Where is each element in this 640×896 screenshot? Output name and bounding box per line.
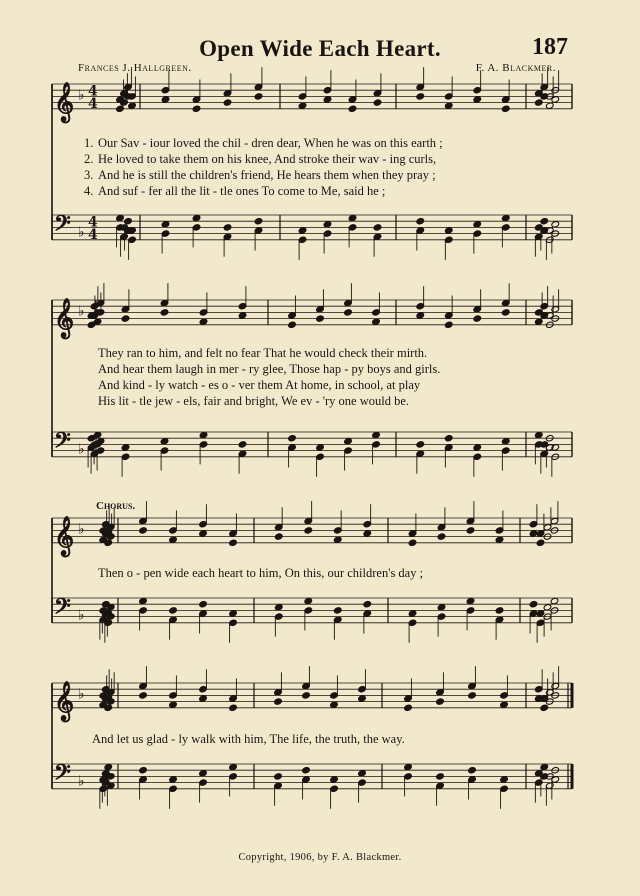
- note-head: [408, 539, 417, 546]
- note-head: [104, 763, 113, 770]
- note-head: [416, 218, 425, 225]
- verse-text: Our Sav - iour loved the chil - dren dear, When he was on this earth ;: [98, 136, 443, 150]
- note-head: [199, 695, 208, 702]
- note-head: [501, 105, 510, 112]
- note-head: [121, 315, 130, 322]
- flat-icon: ♭: [78, 87, 85, 104]
- note-head: [223, 99, 232, 106]
- verse-number: 2.: [84, 152, 94, 166]
- note-head: [473, 96, 482, 103]
- note-head: [534, 431, 543, 438]
- note-head: [139, 597, 148, 604]
- note-head: [344, 438, 353, 445]
- note-head: [274, 533, 283, 540]
- note-head: [160, 438, 169, 445]
- note-head: [169, 607, 178, 614]
- note-head: [363, 530, 372, 537]
- note-head: [536, 539, 545, 546]
- note-head: [436, 773, 445, 780]
- hymn-number: 187: [532, 34, 568, 60]
- note-head: [534, 318, 543, 325]
- copyright-notice: Copyright, 1906, by F. A. Blackmer.: [238, 852, 402, 863]
- note-head: [223, 224, 232, 231]
- note-head: [473, 315, 482, 322]
- note-head: [87, 435, 96, 442]
- note-head: [551, 221, 560, 228]
- note-head: [500, 701, 509, 708]
- note-head: [466, 597, 475, 604]
- treble-clef-icon: 𝄞: [54, 515, 75, 556]
- note-head: [495, 536, 504, 543]
- bass-clef-icon: 𝄢: [54, 211, 71, 242]
- note-head: [199, 530, 208, 537]
- note-head: [363, 601, 372, 608]
- note-head: [254, 93, 263, 100]
- note-head: [437, 533, 446, 540]
- note-head: [344, 309, 353, 316]
- note-head: [169, 536, 178, 543]
- note-head: [298, 102, 307, 109]
- note-head: [124, 218, 133, 225]
- note-head: [199, 431, 208, 438]
- note-head: [199, 601, 208, 608]
- note-head: [169, 701, 178, 708]
- bass-clef-icon: 𝄢: [54, 760, 71, 791]
- note-head: [404, 704, 413, 711]
- note-head: [229, 763, 238, 770]
- note-head: [373, 99, 382, 106]
- note-head: [373, 224, 382, 231]
- note-head: [408, 610, 417, 617]
- note-head: [116, 214, 125, 221]
- note-head: [501, 438, 510, 445]
- verse-text: His lit - tle jew - els, fair and bright, We ev - 'ry one would be.: [98, 394, 410, 408]
- note-head: [540, 218, 549, 225]
- note-head: [444, 227, 453, 234]
- note-head: [529, 601, 538, 608]
- bass-clef-icon: 𝄢: [54, 594, 71, 625]
- time-signature-top: 4: [88, 214, 98, 231]
- note-head: [169, 776, 178, 783]
- note-head: [550, 597, 559, 604]
- note-head: [116, 105, 125, 112]
- note-head: [304, 527, 313, 534]
- verse-text: And kind - ly watch - es o - ver them At home, in school, at play: [98, 378, 421, 392]
- note-head: [372, 431, 381, 438]
- note-head: [534, 99, 543, 106]
- note-head: [473, 221, 482, 228]
- note-head: [323, 221, 332, 228]
- note-head: [404, 763, 413, 770]
- note-head: [372, 318, 381, 325]
- note-head: [444, 435, 453, 442]
- note-head: [128, 102, 137, 109]
- note-head: [302, 692, 311, 699]
- note-head: [288, 435, 297, 442]
- verse-number: 1.: [84, 136, 94, 150]
- note-head: [416, 312, 425, 319]
- note-head: [333, 607, 342, 614]
- treble-clef-icon: 𝄞: [54, 297, 75, 338]
- time-signature-bottom: 4: [88, 226, 98, 243]
- note-head: [192, 105, 201, 112]
- note-head: [348, 105, 357, 112]
- note-head: [545, 102, 554, 109]
- note-head: [229, 610, 238, 617]
- note-head: [437, 604, 446, 611]
- note-head: [238, 441, 247, 448]
- note-head: [468, 692, 477, 699]
- note-head: [121, 444, 130, 451]
- verse-text: And suf - fer all the lit - tle ones To come to Me, said he ;: [98, 184, 386, 198]
- flat-icon: ♭: [78, 441, 85, 458]
- flat-icon: ♭: [78, 224, 85, 241]
- chorus-label: Chorus.: [96, 500, 136, 512]
- verse-text: He loved to take them on his knee, And stroke their wav - ing curls,: [98, 152, 437, 166]
- note-head: [316, 444, 325, 451]
- verse-number: 3.: [84, 168, 94, 182]
- note-head: [229, 539, 238, 546]
- note-head: [416, 93, 425, 100]
- flat-icon: ♭: [78, 607, 85, 624]
- note-head: [160, 309, 169, 316]
- note-head: [436, 698, 445, 705]
- verse-number: 4.: [84, 184, 94, 198]
- chorus-text: Then o - pen wide each heart to him, On this, our children's day ;: [98, 566, 424, 580]
- note-head: [199, 770, 208, 777]
- note-head: [444, 102, 453, 109]
- note-head: [495, 607, 504, 614]
- note-head: [316, 315, 325, 322]
- time-signature-bottom: 4: [88, 95, 98, 112]
- note-head: [161, 96, 170, 103]
- note-head: [274, 604, 283, 611]
- note-head: [254, 218, 263, 225]
- verse-text: They ran to him, and felt no fear That he would check their mirth.: [98, 346, 428, 360]
- note-head: [139, 692, 148, 699]
- note-head: [466, 527, 475, 534]
- note-head: [473, 444, 482, 451]
- note-head: [330, 776, 339, 783]
- note-head: [139, 767, 148, 774]
- time-signature-top: 4: [88, 83, 98, 100]
- note-head: [540, 704, 549, 711]
- note-head: [274, 773, 283, 780]
- note-head: [199, 318, 208, 325]
- note-head: [500, 776, 509, 783]
- note-head: [540, 763, 549, 770]
- note-head: [302, 767, 311, 774]
- note-head: [444, 321, 453, 328]
- flat-icon: ♭: [78, 303, 85, 320]
- note-head: [416, 441, 425, 448]
- note-head: [323, 96, 332, 103]
- flat-icon: ♭: [78, 521, 85, 538]
- flat-icon: ♭: [78, 686, 85, 703]
- note-head: [192, 214, 201, 221]
- note-head: [304, 597, 313, 604]
- note-head: [501, 309, 510, 316]
- note-head: [468, 767, 477, 774]
- note-head: [161, 221, 170, 228]
- note-head: [87, 321, 96, 328]
- hymn-title: Open Wide Each Heart.: [199, 36, 441, 61]
- note-head: [330, 701, 339, 708]
- note-head: [551, 96, 560, 103]
- note-head: [501, 214, 510, 221]
- note-head: [139, 527, 148, 534]
- note-head: [298, 227, 307, 234]
- note-head: [288, 321, 297, 328]
- verse-text: And he is still the children's friend, He hears them when they pray ;: [98, 168, 436, 182]
- author-credit: Frances J. Hallgreen.: [78, 62, 192, 74]
- flat-icon: ♭: [78, 773, 85, 790]
- note-head: [333, 536, 342, 543]
- verse-text: And hear them laugh in mer - ry glee, Those hap - py boys and girls.: [98, 362, 441, 376]
- treble-clef-icon: 𝄞: [54, 81, 75, 122]
- bass-clef-icon: 𝄢: [54, 428, 71, 459]
- note-head: [274, 698, 283, 705]
- note-head: [238, 312, 247, 319]
- note-head: [229, 704, 238, 711]
- composer-credit: F. A. Blackmer.: [475, 62, 556, 74]
- chorus-text: And let us glad - ly walk with him, The life, the truth, the way.: [92, 732, 405, 746]
- treble-clef-icon: 𝄞: [54, 680, 75, 721]
- note-head: [358, 770, 367, 777]
- note-head: [348, 214, 357, 221]
- note-head: [358, 695, 367, 702]
